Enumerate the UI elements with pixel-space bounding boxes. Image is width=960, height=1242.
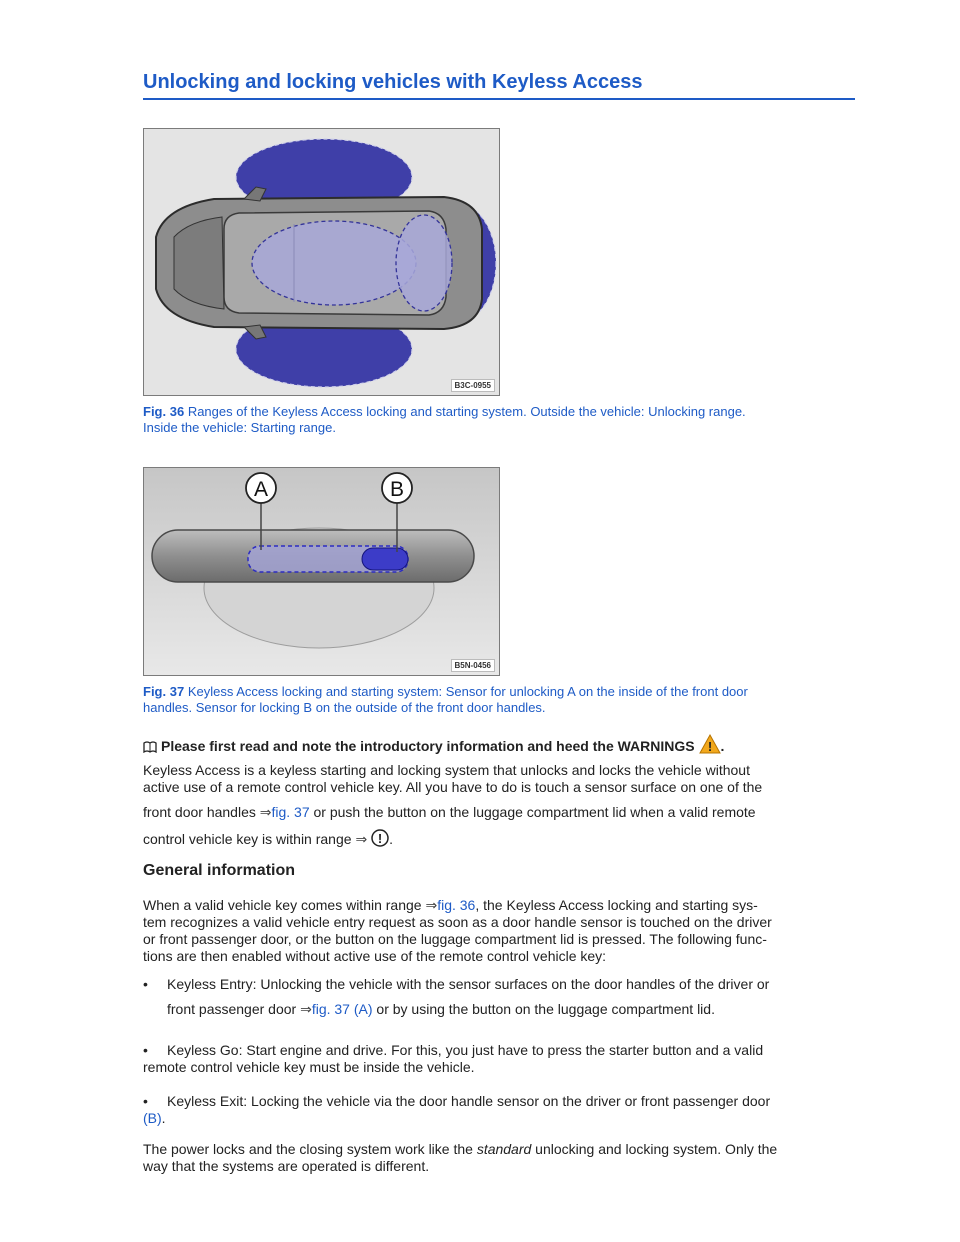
warning-triangle-icon bbox=[699, 734, 721, 758]
intro-note: Please first read and note the introductory information and heed the WARNINGS ! . bbox=[143, 734, 855, 758]
list-item: • Keyless Go: Start engine and drive. For this, you just have to press the starter button and a valid remote control vehicle key must be inside the vehicle. bbox=[143, 1042, 764, 1075]
svg-text:!: ! bbox=[377, 831, 383, 846]
general-paragraph: When a valid vehicle key comes within range ⇒fig. 36, the Keyless Access locking and starting sys- tem recognizes a valid vehicle entry request as soon as a door handle sensor is touched on the driver or front passenger door, or the button on the luggage compartment lid is pressed. The following func- tions are then enabled without active use of the remote control vehicle key: bbox=[143, 897, 772, 964]
caption-text: Inside the vehicle: Starting range. bbox=[143, 420, 336, 435]
bullet-dot: • bbox=[143, 1042, 148, 1058]
list-item: • Keyless Entry: Unlocking the vehicle with the sensor surfaces on the door handles of the driver or front passenger door ⇒fig. 37 (A) or by using the button on the luggage compartment lid. bbox=[143, 976, 770, 1017]
car-top-view-illustration bbox=[144, 129, 499, 395]
fig-37b-link[interactable]: (B) bbox=[143, 1110, 162, 1126]
figure-label: Fig. 36 bbox=[143, 404, 185, 419]
figure-label: Fig. 37 bbox=[143, 684, 185, 699]
fig-36-link[interactable]: fig. 36 bbox=[437, 897, 476, 913]
figure-door-handle bbox=[143, 467, 500, 676]
figure-caption bbox=[143, 404, 855, 436]
note-text: Please first read and note the introductory information and heed the WARNINGS bbox=[161, 738, 695, 754]
caution-circle-icon[interactable] bbox=[371, 829, 389, 851]
page-title: Unlocking and locking vehicles with Keyless Access bbox=[143, 70, 855, 100]
svg-text:!: ! bbox=[707, 739, 712, 754]
figure-code: B3C-0955 bbox=[451, 379, 495, 392]
bullet-dot: • bbox=[143, 976, 148, 992]
section-heading: General information bbox=[143, 862, 296, 879]
bullet-dot: • bbox=[143, 1093, 148, 1109]
book-icon bbox=[143, 740, 157, 757]
caption-text: Keyless Access locking and starting system: Sensor for unlocking A on the inside of the front door bbox=[187, 684, 748, 699]
list-item: • Keyless Exit: Locking the vehicle via the door handle sensor on the driver or front passenger door (B). bbox=[143, 1093, 771, 1126]
callout-b-label: B bbox=[389, 478, 405, 501]
caption-text: Ranges of the Keyless Access locking and starting system. Outside the vehicle: Unlocking range. bbox=[187, 404, 746, 419]
figure-keyless-ranges bbox=[143, 128, 500, 396]
intro-paragraph: Keyless Access is a keyless starting and locking system that unlocks and locks the vehicle without active use of a remote control vehicle key. All you have to do is touch a sensor surface on one of the front door handles ⇒fig. 37 or push the button on the luggage compartment lid when a valid remote control vehicle key is within range ⇒ ! . bbox=[143, 762, 855, 851]
fig-37-link[interactable]: fig. 37 bbox=[271, 804, 310, 820]
figure-code: B5N-0456 bbox=[451, 659, 495, 672]
fig-37a-link[interactable]: fig. 37 (A) bbox=[311, 1001, 373, 1017]
closing-paragraph: The power locks and the closing system work like the standard unlocking and locking system. Only the way that the systems are operated is different. bbox=[143, 1141, 778, 1174]
figure-caption bbox=[143, 684, 855, 716]
caption-text: handles. Sensor for locking B on the outside of the front door handles. bbox=[143, 700, 546, 715]
door-handle-illustration bbox=[144, 468, 499, 675]
callout-a-label: A bbox=[253, 478, 269, 501]
